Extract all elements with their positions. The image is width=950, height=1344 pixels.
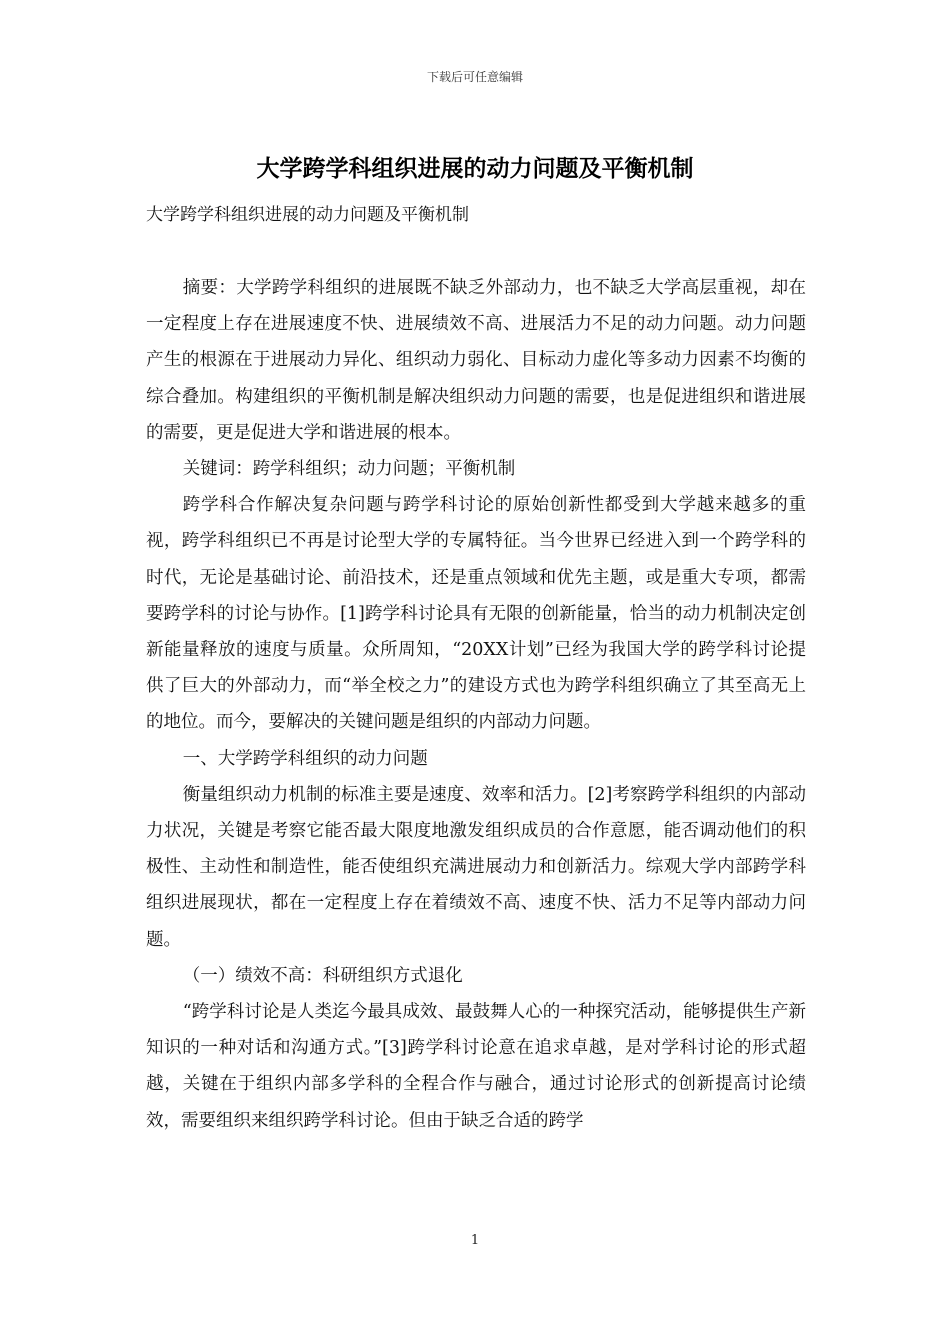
page-number: 1 <box>470 1233 480 1248</box>
section-heading: 一、大学跨学科组织的动力问题 <box>182 748 428 769</box>
document-subtitle: 大学跨学科组织进展的动力问题及平衡机制 <box>146 205 469 225</box>
abstract-paragraph: 摘要：大学跨学科组织的进展既不缺乏外部动力，也不缺乏大学高层重视，却在一定程度上存在进展速度不快、进展绩效不高、进展活力不足的动力问题。动力问题产生的根源在于进展动力异化、组织动力弱化、目标动力虚化等多动力因素不均衡的综合叠加。构建组织的平衡机制是解决组织动力问题的需要，也是促进组织和谐进展的需要，更是促进大学和谐进展的根本。 <box>146 278 806 443</box>
document-title: 大学跨学科组织进展的动力问题及平衡机制 <box>256 156 694 182</box>
keywords-paragraph: 关键词：跨学科组织；动力问题；平衡机制 <box>182 459 516 480</box>
body-paragraph: 衡量组织动力机制的标准主要是速度、效率和活力。[2]考察跨学科组织的内部动力状况，关键是考察它能否最大限度地激发组织成员的合作意愿，能否调动他们的积极性、主动性和制造性，能否使组织充满进展动力和创新活力。综观大学内部跨学科组织进展现状，都在一定程度上存在着绩效不高、速度不快、活力不足等内部动力问题。 <box>146 784 806 950</box>
body-paragraph: “跨学科讨论是人类迄今最具成效、最鼓舞人心的一种探究活动，能够提供生产新知识的一种对话和沟通方式。”[3]跨学科讨论意在追求卓越，是对学科讨论的形式超越，关键在于组织内部多学科的全程合作与融合，通过讨论形式的创新提高讨论绩效，需要组织来组织跨学科讨论。但由于缺乏合适的跨学 <box>146 1002 806 1131</box>
body-text <box>146 270 806 1139</box>
header-note: 下载后可任意编辑 <box>426 70 523 84</box>
subsection-heading: （一）绩效不高：科研组织方式退化 <box>182 965 463 986</box>
body-paragraph: 跨学科合作解决复杂问题与跨学科讨论的原始创新性都受到大学越来越多的重视，跨学科组织已不再是讨论型大学的专属特征。当今世界已经进入到一个跨学科的时代，无论是基础讨论、前沿技术，还是重点领域和优先主题，或是重大专项，都需要跨学科的讨论与协作。[1]跨学科讨论具有无限的创新能量，恰当的动力机制决定创新能量释放的速度与质量。众所周知，“20XX计划”已经为我国大学的跨学科讨论提供了巨大的外部动力，而“举全校之力”的建设方式也为跨学科组织确立了其至高无上的地位。而今，要解决的关键问题是组织的内部动力问题。 <box>146 495 806 733</box>
